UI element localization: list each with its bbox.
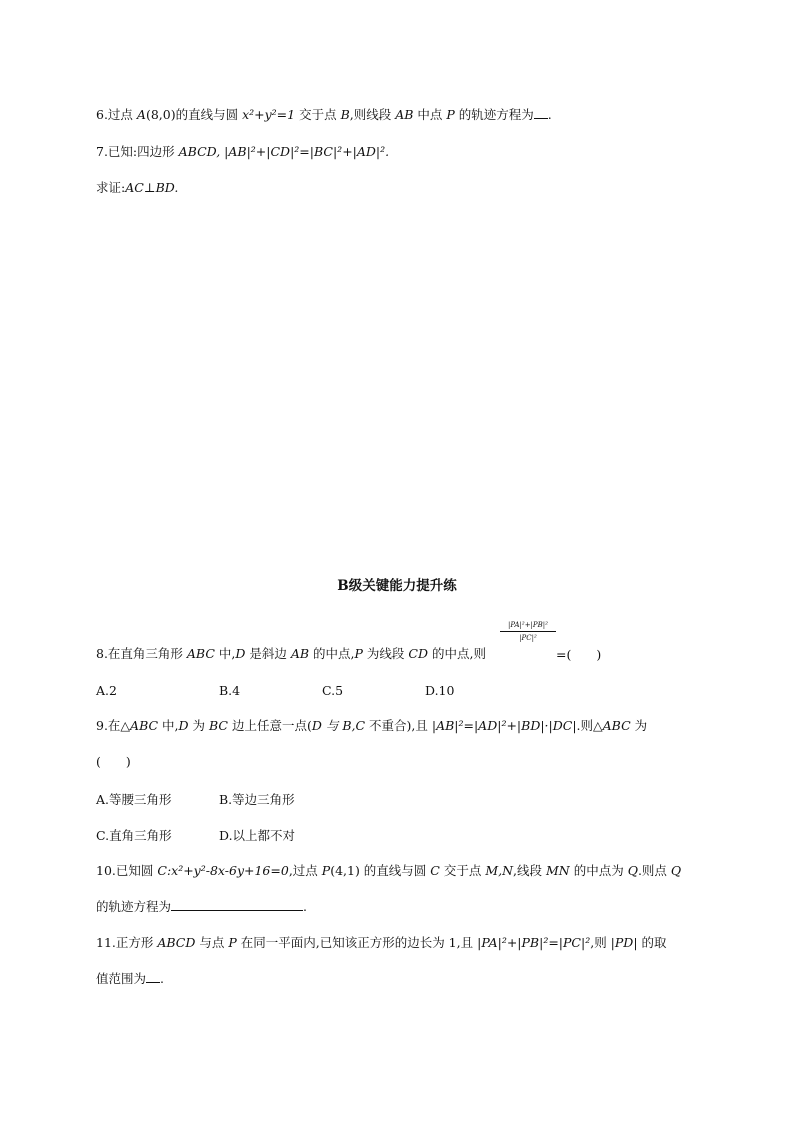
q6-period: . [547,107,552,122]
q8-fraction [500,620,556,643]
q10-point-q: Q [627,863,638,878]
q10-point-coords: (4,1) [330,863,360,878]
q6-text: 交于点 [295,107,341,122]
answer-blank [171,898,303,911]
q11-relation: PA|²+|PB|²=|PC|² [481,935,591,950]
q9-answer-paren: ( ) [96,754,131,769]
q6-coords: (8,0) [145,107,176,122]
q8-point-p: P [354,646,363,661]
q8-option-c[interactable]: C.5 [322,683,344,698]
q10-text: ,过点 [288,863,322,878]
q6-circle-equation: x²+y²=1 [242,107,296,122]
question-11 [96,934,667,952]
q6-segment: AB [395,107,414,122]
q9-option-d[interactable]: D.以上都不对 [219,828,296,843]
q10-point-q: Q [670,863,682,878]
q8-option-a[interactable]: A.2 [96,683,117,698]
q8-text: 中, [214,646,236,661]
q10-circle-name: C [157,863,167,878]
q8-option-d[interactable]: D.10 [425,683,455,698]
q11-text: | 的取 [633,935,667,950]
q11-text: 11.正方形 [96,935,158,950]
question-11-line2 [96,970,164,988]
q8-text: 的中点, [309,646,355,661]
q9-text: .则△ [576,718,603,733]
q9-side: BC [209,718,228,733]
q10-point-p: P [321,863,331,878]
q9-option-a[interactable]: A.等腰三角形 [96,792,172,807]
q8-hypotenuse: AB [290,646,310,661]
fraction-bar [500,631,556,632]
q9-text: 为 [630,718,648,733]
q8-point-d: D [235,646,246,661]
q9-triangle: ABC [602,718,631,733]
answer-blank [534,106,548,119]
q8-answer-paren: =( ) [556,647,602,662]
q8-option-b[interactable]: B.4 [219,683,241,698]
q10-text: 交于点 [439,863,486,878]
q10-text: 的直线与圆 [359,863,431,878]
question-9 [96,717,647,735]
answer-blank [146,970,160,983]
question-7-prove [96,179,178,197]
q10-text: .则点 [637,863,671,878]
q11-period: . [160,971,164,986]
q10-circle-name: C [430,863,440,878]
q6-text: 6.过点 [96,107,137,122]
q9-text: 为 [188,718,209,733]
q10-text: 10.已知圆 [96,863,158,878]
q6-text: 中点 [413,107,447,122]
question-10-line2 [96,898,307,916]
q7-text: 7.已知:四边形 [96,144,179,159]
q8-triangle: ABC [186,646,215,661]
q10-text: 的中点为 [569,863,628,878]
q10-segment-mn: MN [545,863,570,878]
q9-text: 不重合),且 | [365,718,437,733]
q7-quadrilateral: ABCD [178,144,217,159]
q11-text: 与点 [195,935,229,950]
q6-point-p: P [446,107,455,122]
q6-text: ,则线段 [349,107,396,122]
q10-points-mn: M,N [485,863,514,878]
section-b-heading: B级关键能力提升练 [337,578,457,594]
question-7 [96,143,389,161]
question-10 [96,862,681,880]
q6-text: 的直线与圆 [175,107,243,122]
q9-text: 中, [158,718,179,733]
q8-text: 为线段 [362,646,409,661]
question-6 [96,106,552,124]
q10-circle-equation: :x²+y²-8x-6y+16=0 [166,863,289,878]
q9-triangle: ABC [130,718,159,733]
prove-statement: AC⊥BD. [125,180,179,195]
q11-segment-pd: PD [614,935,634,950]
question-8 [96,645,486,663]
q11-text: 在同一平面内,已知该正方形的边长为 1,且 | [236,935,482,950]
q6-point-a: A [136,107,146,122]
q10-text: 的轨迹方程为 [96,899,172,914]
fraction-denominator: |PC|² [519,634,537,642]
q9-text: 边上任意一点( [227,718,312,733]
q10-text: ,线段 [513,863,546,878]
q11-point-p: P [228,935,237,950]
q9-relation: AB|²=|AD|²+|BD|·|DC| [436,718,577,733]
q8-segment: CD [408,646,428,661]
q6-text: 的轨迹方程为 [454,107,534,122]
q9-point-d: D [178,718,189,733]
q9-option-c[interactable]: C.直角三角形 [96,828,172,843]
q11-text: ,则 | [590,935,615,950]
q9-option-b[interactable]: B.等边三角形 [219,792,295,807]
q11-text: 值范围为 [96,971,147,986]
q6-point-b: B [340,107,350,122]
q8-text: 的中点,则 [428,646,486,661]
q10-period: . [303,899,307,914]
q8-text: 是斜边 [245,646,291,661]
q9-condition: D 与 B,C [311,718,366,733]
fraction-numerator: |PA|²+|PB|² [508,621,548,629]
prove-label: 求证: [96,180,126,195]
q11-square: ABCD [157,935,196,950]
q7-equation: , |AB|²+|CD|²=|BC|²+|AD|². [216,144,390,159]
q8-text: 8.在直角三角形 [96,646,187,661]
q9-text: 9.在△ [96,718,131,733]
